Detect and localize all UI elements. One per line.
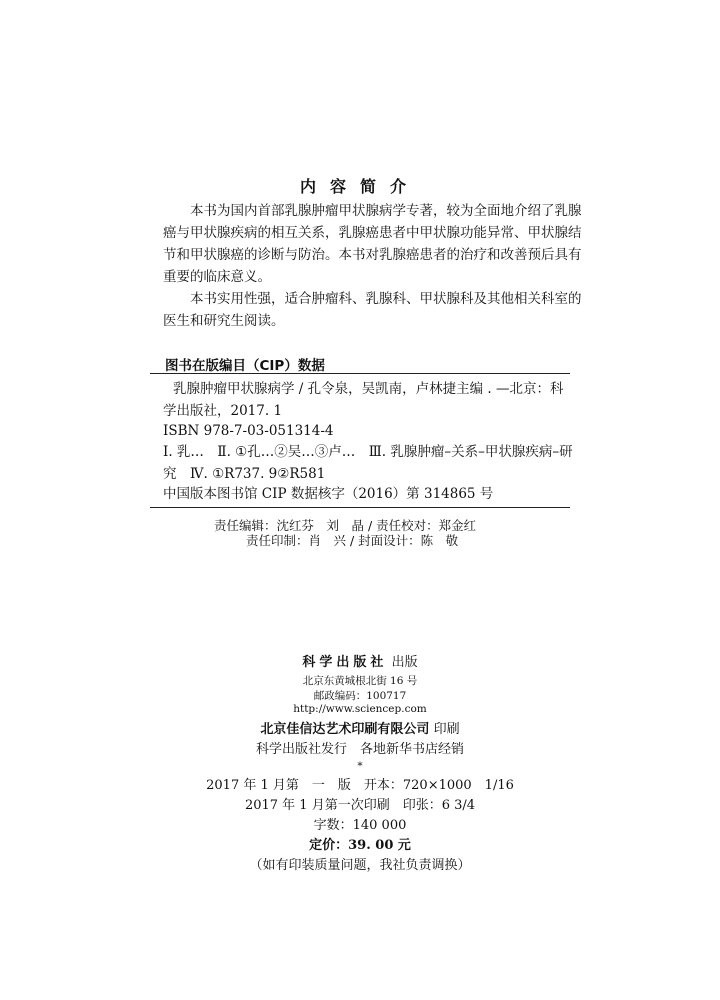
publisher-action: 出版: [391, 655, 418, 670]
printing-line: 2017 年 1 月第一次印刷 印张：6 3/4: [244, 798, 476, 813]
cip-classification-line: Ⅰ. 乳… Ⅱ. ①孔…②吴…③卢… Ⅲ. 乳腺肿瘤–关系–甲状腺疾病–研究 Ⅳ. ①R737. 9②R581: [163, 444, 573, 482]
price-line: [0, 834, 720, 853]
wordcount-line: 字数：140 000: [313, 818, 407, 833]
cip-top-rule: [150, 373, 570, 374]
publisher-postcode: 邮政编码：100717: [313, 690, 407, 702]
staff-line-printing: 责任印制：肖 兴 / 封面设计：陈 敬: [246, 533, 459, 548]
publisher-address: 北京东黄城根北街 16 号: [302, 675, 418, 687]
cip-record-line: 乳腺肿瘤甲状腺病学 / 孔令泉，吴凯南，卢林捷主编 . —北京：科学出版社，2017. 1: [163, 381, 564, 419]
cip-bottom-rule: [150, 507, 570, 508]
printer-line: [0, 718, 720, 737]
price-label: 定价：: [309, 838, 349, 853]
distribution-line: 科学出版社发行 各地新华书店经销: [255, 742, 464, 757]
printer-name: 北京佳信达艺术印刷有限公司: [260, 722, 430, 737]
publisher-url: http://www.sciencep.com: [293, 703, 427, 715]
cip-number-line: 中国版本图书馆 CIP 数据核字（2016）第 314865 号: [163, 486, 494, 502]
cip-heading: 图书在版编目（CIP）数据: [165, 358, 325, 374]
publisher-name: 科学出版社: [302, 655, 388, 670]
printer-action: 印刷: [433, 722, 460, 737]
publisher-line: [0, 651, 720, 670]
summary-title: 内容简介: [299, 177, 420, 196]
summary-paragraph-2: 本书实用性强，适合肿瘤科、乳腺科、甲状腺科及其他相关科室的医生和研究生阅读。: [163, 291, 582, 329]
staff-line-editors: 责任编辑：沈红芬 刘 晶 / 责任校对：郑金红: [214, 518, 477, 533]
summary-paragraph-1: 本书为国内首部乳腺肿瘤甲状腺病学专著，较为全面地介绍了乳腺癌与甲状腺疾病的相互关系，乳腺癌患者中甲状腺功能异常、甲状腺结节和甲状腺癌的诊断与防治。本书对乳腺癌患者的治疗和改善预后具有重要的临床意义。: [163, 203, 582, 285]
cip-isbn-line: ISBN 978-7-03-051314-4: [163, 423, 334, 439]
edition-line: 2017 年 1 月第 一 版 开本：720×1000 1/16: [206, 778, 514, 793]
quality-note: （如有印装质量问题，我社负责调换）: [249, 858, 471, 873]
price-value: 39. 00 元: [348, 838, 411, 853]
separator-star: *: [357, 760, 363, 772]
